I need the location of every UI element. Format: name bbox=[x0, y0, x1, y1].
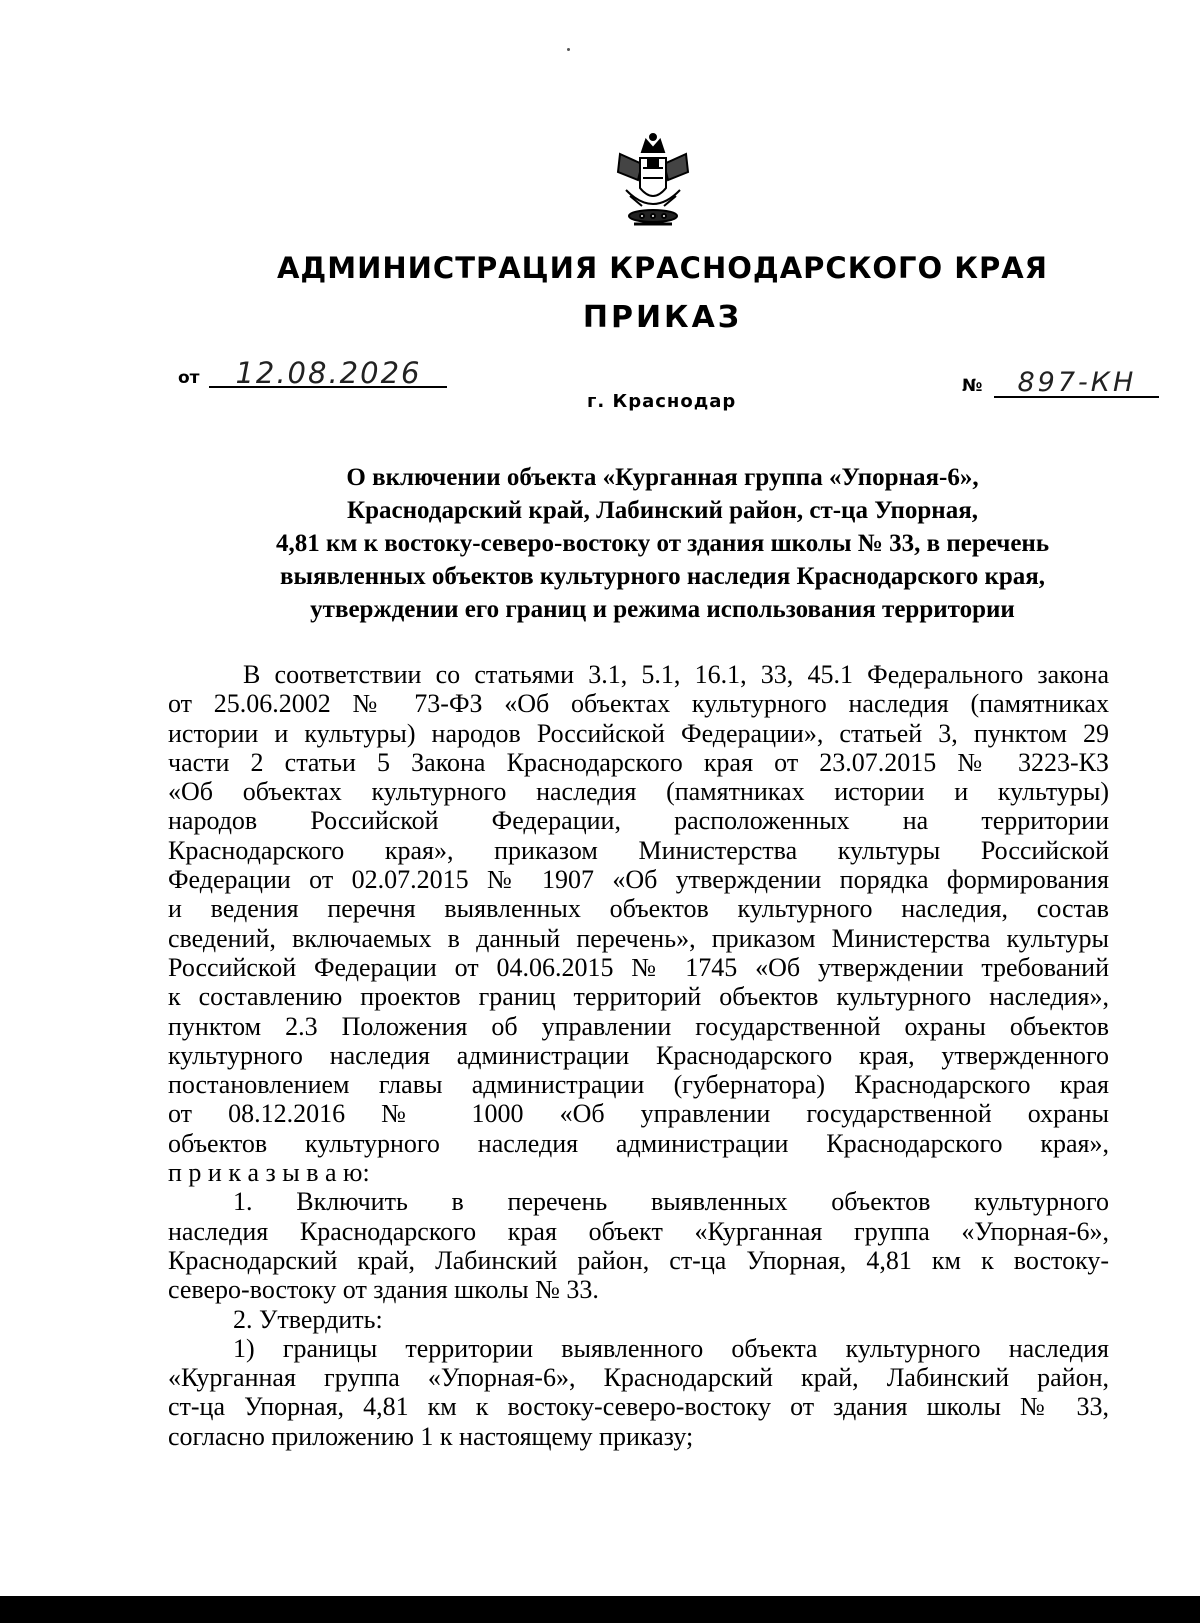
number-value: 897-КН bbox=[994, 370, 1159, 398]
body-line: В соответствии со статьями 3.1, 5.1, 16.1, 33, 45.1 Федерального закона bbox=[243, 660, 1109, 689]
number-prefix: № bbox=[962, 376, 983, 396]
body-line: 1) границы территории выявленного объекта культурного наследия bbox=[233, 1333, 1109, 1363]
date-field bbox=[178, 356, 447, 393]
body-line: 1. Включить в перечень выявленных объектов культурного bbox=[233, 1187, 1109, 1217]
body-line: согласно приложению 1 к настоящему приказу; bbox=[168, 1421, 694, 1451]
document-type: ПРИКАЗ bbox=[582, 300, 743, 335]
number-field bbox=[962, 367, 1159, 401]
body-line: «Курганная группа «Упорная-6», Краснодарский край, Лабинский район, bbox=[168, 1363, 1109, 1393]
body-line: народов Российской Федерации, расположенных на территории bbox=[168, 806, 1109, 836]
body-line: и ведения перечня выявленных объектов культурного наследия, состав bbox=[168, 894, 1109, 924]
title-line: О включении объекта «Курганная группа «Упорная-6», bbox=[346, 464, 979, 491]
body-line: Краснодарского края», приказом Министерства культуры Российской bbox=[168, 835, 1109, 865]
body-line: Краснодарский край, Лабинский район, ст-ца Упорная, 4,81 км к востоку- bbox=[168, 1245, 1109, 1275]
body-line: от 25.06.2002 № 73-ФЗ «Об объектах культурного наследия (памятниках bbox=[168, 689, 1109, 719]
body-line: ст-ца Упорная, 4,81 км к востоку-северо-востоку от здания школы № 33, bbox=[168, 1392, 1109, 1422]
body-line: пунктом 2.3 Положения об управлении государственной охраны объектов bbox=[168, 1011, 1109, 1041]
scan-dot bbox=[567, 48, 570, 51]
title-line: 4,81 км к востоку-северо-востоку от здания школы № 33, в перечень bbox=[275, 530, 1050, 557]
document-title bbox=[150, 461, 1175, 626]
body-line: части 2 статьи 5 Закона Краснодарского края от 23.07.2015 № 3223-КЗ bbox=[168, 747, 1109, 777]
coat-of-arms-icon bbox=[612, 132, 694, 232]
scan-edge-bar bbox=[0, 1596, 1200, 1623]
body-line: объектов культурного наследия администрации Краснодарского края», bbox=[168, 1128, 1109, 1158]
organization-title: АДМИНИСТРАЦИЯ КРАСНОДАРСКОГО КРАЯ bbox=[276, 251, 1049, 285]
date-prefix: от bbox=[178, 368, 200, 388]
title-line: выявленных объектов культурного наследия Краснодарского края, bbox=[279, 563, 1046, 590]
body-line: Федерации от 02.07.2015 № 1907 «Об утверждении порядка формирования bbox=[168, 865, 1109, 895]
title-line: утверждении его границ и режима использования территории bbox=[310, 596, 1015, 623]
date-value: 12.08.2026 bbox=[209, 360, 447, 388]
body-line: сведений, включаемых в данный перечень», приказом Министерства культуры bbox=[168, 923, 1109, 953]
body-line: наследия Краснодарского края объект «Курганная группа «Упорная-6», bbox=[168, 1216, 1109, 1246]
body-line: истории и культуры) народов Российской Федерации», статьей 3, пунктом 29 bbox=[168, 718, 1109, 748]
document-body bbox=[168, 660, 1109, 1451]
body-line: культурного наследия администрации Краснодарского края, утвержденного bbox=[168, 1040, 1109, 1070]
city: г. Краснодар bbox=[587, 391, 737, 412]
body-line: северо-востоку от здания школы № 33. bbox=[168, 1275, 599, 1305]
body-line-order-word: п р и к а з ы в а ю: bbox=[168, 1158, 370, 1188]
body-line: 2. Утвердить: bbox=[233, 1304, 383, 1334]
title-line: Краснодарский край, Лабинский район, ст-ца Упорная, bbox=[347, 497, 978, 524]
body-line: Российской Федерации от 04.06.2015 № 1745 «Об утверждении требований bbox=[168, 952, 1109, 982]
body-line: от 08.12.2016 № 1000 «Об управлении государственной охраны bbox=[168, 1099, 1109, 1129]
body-line: к составлению проектов границ территорий объектов культурного наследия», bbox=[168, 982, 1109, 1012]
body-line: «Об объектах культурного наследия (памятниках истории и культуры) bbox=[168, 777, 1109, 807]
body-line: постановлением главы администрации (губернатора) Краснодарского края bbox=[168, 1070, 1109, 1100]
